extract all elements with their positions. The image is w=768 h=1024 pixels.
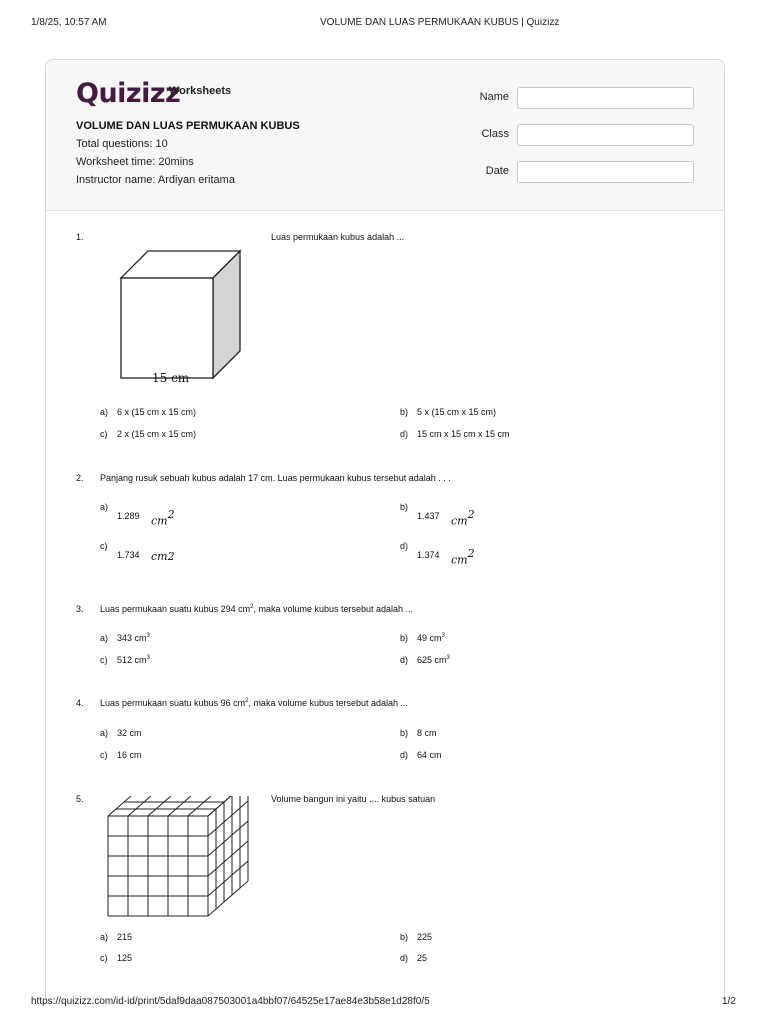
option-text: 8 cm (417, 728, 437, 738)
option-letter: d) (400, 541, 409, 551)
class-label: Class (481, 128, 509, 140)
option-letter: b) (400, 633, 409, 643)
date-label: Date (485, 165, 509, 177)
question-text: Luas permukaan suatu kubus 294 $cm^2$, maka volume kubus tersebut adalah ... (100, 604, 414, 614)
instructor-name: Instructor name: Ardiyan eritama (76, 174, 235, 186)
option-letter: d) (400, 429, 409, 439)
print-datetime: 1/8/25, 10:57 AM (31, 17, 107, 28)
name-field[interactable] (517, 87, 694, 109)
question-number: 5. (76, 794, 84, 804)
option-text: 225 (417, 932, 433, 942)
option-letter: c) (100, 541, 108, 551)
option-unit: $cm^2$ (451, 547, 475, 567)
option-value: 1.289 (117, 511, 140, 521)
question-number: 1. (76, 232, 84, 242)
worksheet-time: Worksheet time: 20mins (76, 156, 194, 168)
option-letter: d) (400, 655, 409, 665)
option-text: 2 x (15 cm x 15 cm) (117, 429, 197, 439)
class-field[interactable] (517, 124, 694, 146)
option-letter: a) (100, 407, 109, 417)
option-letter: a) (100, 932, 109, 942)
name-label: Name (479, 91, 509, 103)
worksheet-header (46, 60, 724, 211)
option-text: 32 cm (117, 728, 142, 738)
option-text: 512 $cm^3$ (117, 655, 150, 665)
option-unit: $cm^2$ (151, 508, 175, 528)
question-text: Luas permukaan suatu kubus 96 $cm^2$, maka volume kubus tersebut adalah ... (100, 698, 409, 708)
option-letter: a) (100, 728, 109, 738)
option-text: 215 (117, 932, 133, 942)
option-value: 1.734 (117, 550, 140, 560)
option-letter: c) (100, 429, 108, 439)
option-text: 6 x (15 cm x 15 cm) (117, 407, 197, 417)
question-text: Luas permukaan kubus adalah ... (271, 232, 405, 242)
print-url: https://quizizz.com/id-id/print/5daf9daa087503001a4bbf07/64525e17ae84e3b58e1d28f0/5 (31, 996, 430, 1007)
question-text: Volume bangun ini yaitu .... kubus satuan (271, 794, 436, 804)
option-unit: cm2 (151, 550, 175, 563)
option-text: 125 (117, 953, 133, 963)
quizizz-logo: Quizizz (76, 78, 181, 109)
option-letter: b) (400, 407, 409, 417)
print-title: VOLUME DAN LUAS PERMUKAAN KUBUS | Quizizz (320, 17, 560, 28)
option-text: 625 $cm^3$ (417, 655, 450, 665)
option-letter: c) (100, 953, 108, 963)
date-field[interactable] (517, 161, 694, 183)
option-text: 25 (417, 953, 428, 963)
option-text: 343 $cm^3$ (117, 633, 150, 643)
option-letter: b) (400, 502, 409, 512)
question-text: Panjang rusuk sebuah kubus adalah 17 cm. Luas permukaan kubus tersebut adalah . . . (100, 473, 451, 483)
worksheet-title: VOLUME DAN LUAS PERMUKAAN KUBUS (76, 120, 300, 132)
option-letter: a) (100, 633, 109, 643)
option-letter: b) (400, 728, 409, 738)
option-text: 49 $cm^3$ (417, 633, 445, 643)
option-letter: c) (100, 655, 108, 665)
option-letter: d) (400, 953, 409, 963)
option-letter: b) (400, 932, 409, 942)
option-value: 1.374 (417, 550, 440, 560)
logo-subtitle: Worksheets (169, 85, 232, 97)
question-number: 3. (76, 604, 84, 614)
print-page-number: 1/2 (722, 996, 736, 1007)
cube-figure (110, 248, 250, 390)
question-number: 4. (76, 698, 84, 708)
option-text: 16 cm (117, 750, 142, 760)
total-questions: Total questions: 10 (76, 138, 168, 150)
option-text: 5 x (15 cm x 15 cm) (417, 407, 497, 417)
option-letter: d) (400, 750, 409, 760)
option-text: 64 cm (417, 750, 442, 760)
cube-label: 15 cm (152, 371, 190, 385)
option-letter: a) (100, 502, 109, 512)
question-number: 2. (76, 473, 84, 483)
option-letter: c) (100, 750, 108, 760)
option-unit: $cm^2$ (451, 508, 475, 528)
option-value: 1.437 (417, 511, 440, 521)
option-text: 15 cm x 15 cm x 15 cm (417, 429, 510, 439)
unit-cubes-figure (106, 796, 251, 918)
